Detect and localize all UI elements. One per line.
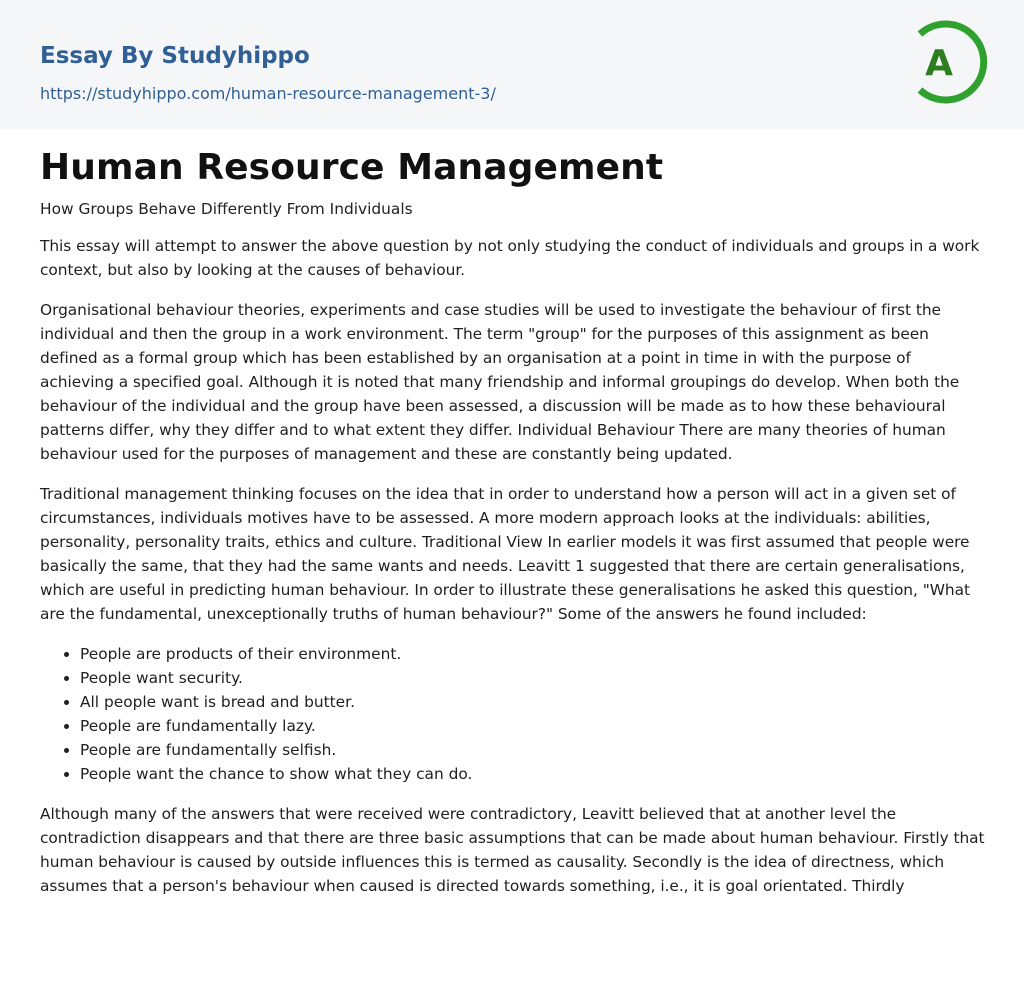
essay-paragraph-1: This essay will attempt to answer the above question by not only studying the conduct of individuals and groups in a work context, but also by looking at the causes of behaviour.: [40, 237, 980, 279]
essay-content: [40, 145, 986, 898]
studyhippo-logo-icon[interactable]: [902, 19, 988, 105]
essay-paragraph-3: Traditional management thinking focuses on the idea that in order to understand how a person will act in a given set of circumstances, individuals motives have to be assessed. A more modern approach looks at the individuals: abilities, personality, personality traits, ethics and culture. Traditional View In earlier models it was first assumed that people were basically the same, that they had the same wants and needs. Leavitt 1 suggested that there are certain generalisations, which are useful in predicting human behaviour. In order to illustrate these generalisations he asked this question, "What are the fundamental, unexceptionally truths of human behaviour?" Some of the answers he found included:: [40, 485, 970, 623]
list-item: • People want security.: [80, 666, 986, 690]
logo-letter: A: [925, 43, 953, 84]
list-item: • People want the chance to show what they can do.: [80, 762, 986, 786]
page-title: Human Resource Management: [40, 147, 664, 188]
essay-url-link[interactable]: https://studyhippo.com/human-resource-management-3/: [40, 84, 496, 103]
list-item: • People are fundamentally lazy.: [80, 714, 986, 738]
essay-subtitle: How Groups Behave Differently From Individuals: [40, 200, 413, 218]
brand-title[interactable]: Essay By Studyhippo: [40, 43, 310, 69]
list-item: • All people want is bread and butter.: [80, 690, 986, 714]
truths-list: [40, 642, 986, 786]
site-header: [0, 0, 1024, 129]
essay-paragraph-2: Organisational behaviour theories, experiments and case studies will be used to investigate the behaviour of first the individual and then the group in a work environment. The term "group" for the purposes of this assignment as been defined as a formal group which has been established by an organisation at a point in time in with the purpose of achieving a specified goal. Although it is noted that many friendship and informal groupings do develop. When both the behaviour of the individual and the group have been assessed, a discussion will be made as to how these behavioural patterns differ, why they differ and to what extent they differ. Individual Behaviour There are many theories of human behaviour used for the purposes of management and these are constantly being updated.: [40, 301, 960, 463]
list-item: • People are fundamentally selfish.: [80, 738, 986, 762]
essay-paragraph-4: Although many of the answers that were received were contradictory, Leavitt believed that at another level the contradiction disappears and that there are three basic assumptions that can be made about human behaviour. Firstly that human behaviour is caused by outside influences this is termed as causality. Secondly is the idea of directness, which assumes that a person's behaviour when caused is directed towards something, i.e., it is goal orientated. Thirdly: [40, 805, 985, 895]
list-item: • People are products of their environment.: [80, 642, 986, 666]
